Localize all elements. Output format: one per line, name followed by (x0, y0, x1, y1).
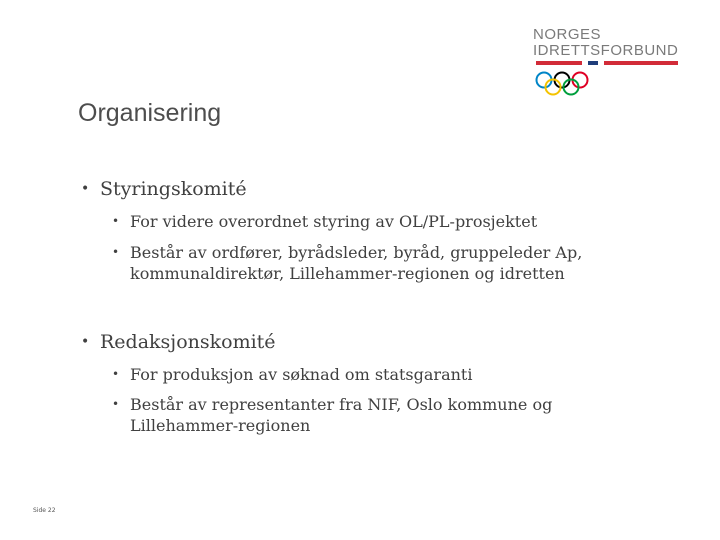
nif-logo (533, 27, 683, 107)
logo-line-1: NORGES (533, 26, 602, 43)
bullet-icon: • (112, 245, 120, 259)
section-heading-text: Redaksjonskomité (100, 331, 276, 353)
bullet-icon: • (112, 214, 120, 228)
page-number: Side 22 (33, 507, 56, 514)
logo-line-2: IDRETTSFORBUND (533, 42, 679, 59)
slide-title: Organisering (78, 99, 222, 127)
list-item-text: For videre overordnet styring av OL/PL-prosjektet (130, 212, 538, 231)
bullet-icon: • (112, 397, 120, 411)
list-item-text: Består av representanter fra NIF, Oslo kommune og Lillehammer-regionen (130, 395, 553, 435)
list-item (112, 211, 672, 232)
section-heading (81, 331, 276, 353)
section-heading (81, 178, 247, 200)
list-item (112, 394, 602, 436)
list-item (112, 364, 672, 385)
flag-blue-segment (588, 61, 598, 65)
bullet-icon: • (81, 181, 90, 197)
list-item-text: For produksjon av søknad om statsgaranti (130, 365, 473, 384)
bullet-icon: • (81, 334, 90, 350)
section-heading-text: Styringskomité (100, 178, 247, 200)
flag-stripe (536, 61, 678, 65)
flag-red-segment (604, 61, 678, 65)
list-item (112, 242, 672, 284)
list-item-text: Består av ordfører, byrådsleder, byråd, gruppeleder Ap, kommunaldirektør, Lillehammer-regionen og idretten (130, 243, 583, 283)
flag-red-segment (536, 61, 582, 65)
olympic-rings-icon (535, 70, 591, 100)
bullet-icon: • (112, 367, 120, 381)
